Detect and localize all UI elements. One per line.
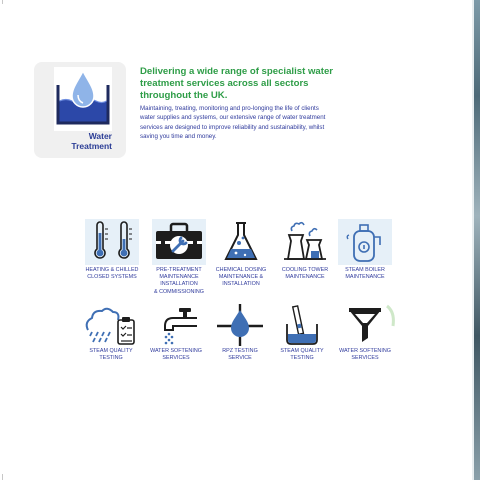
label-line: STEAM QUALITY [89,348,133,354]
service-label [330,348,400,362]
logo-caption-line2: Treatment [71,141,112,151]
tap-icon [149,304,203,346]
adjacent-page-photo-strip [472,0,480,480]
label-line: INSTALLATION [160,281,198,288]
label-line: MAINTENANCE & [218,274,264,281]
logo-caption-line1: Water [88,131,112,141]
crop-mark-bottom-left [2,474,3,480]
service-steam-quality-testing-2 [267,304,337,362]
label-line: COOLING TOWER [281,267,329,273]
label-line: STEAM BOILER [345,267,385,273]
label-line: CHEMICAL DOSING [215,267,267,273]
service-label [330,267,400,281]
label-line: MAINTENANCE [285,274,325,281]
steam-clipboard-icon [82,304,140,346]
steam-boiler-icon [338,219,392,265]
toolbox-icon [152,219,206,265]
service-pretreatment [144,219,214,296]
label-line: MAINTENANCE [159,274,199,281]
service-steam-quality-testing [76,304,146,362]
label-line: CLOSED SYSTEMS [87,274,137,281]
service-label [267,348,337,362]
service-label [77,267,147,281]
cooling-tower-icon [278,219,332,265]
water-drop-tank-icon [54,67,112,131]
label-line: WATER SOFTENING [150,348,202,354]
label-line: PRE-TREATMENT [156,267,202,273]
service-label [76,348,146,362]
label-line: STEAM QUALITY [280,348,324,354]
label-line: SERVICE [228,355,252,362]
service-label [141,348,211,362]
drop-crosshair-icon [211,304,269,346]
label-line: MAINTENANCE [345,274,385,281]
intro-heading: Delivering a wide range of specialist water treatment services across all sectors throughout the UK. [140,66,334,101]
service-steam-boiler [330,219,400,281]
flask-icon [214,219,268,265]
service-label [205,348,275,362]
label-line: TESTING [99,355,123,362]
service-label [206,267,276,289]
water-treatment-logo [54,67,112,131]
logo-caption [58,131,112,151]
service-chemical-dosing [206,219,276,289]
thermometers-icon [85,219,139,265]
intro-description: Maintaining, treating, monitoring and pro-longing the life of clients water supplies and systems, our extensive range of water treatment services are designed to improve reliability and sustainability, whilst saving you time and money. [140,105,326,141]
label-line: WATER SOFTENING [339,348,391,354]
label-line: TESTING [290,355,314,362]
label-line: & COMMISSIONING [153,288,205,295]
label-line: HEATING & CHILLED [85,267,139,273]
service-label [144,267,214,296]
label-line: RPZ TESTING [222,348,258,354]
service-heating-chilled [77,219,147,281]
label-line: INSTALLATION [222,281,260,288]
funnel-icon [335,304,395,346]
service-water-softening-2 [330,304,400,362]
service-rpz-testing [205,304,275,362]
label-line: SERVICES [351,355,379,362]
service-water-softening [141,304,211,362]
label-line: SERVICES [162,355,190,362]
crop-mark-top-left [2,0,3,4]
test-strip-beaker-icon [275,304,329,346]
